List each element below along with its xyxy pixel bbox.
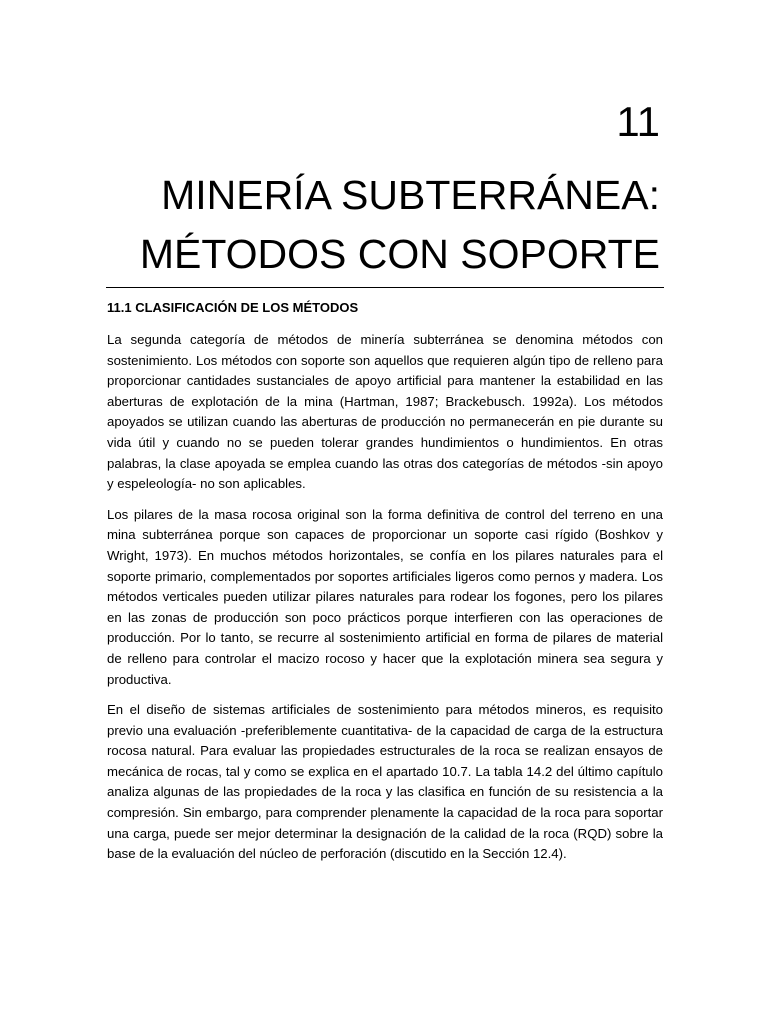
chapter-title-line-1: MINERÍA SUBTERRÁNEA: bbox=[161, 172, 660, 218]
chapter-title bbox=[60, 166, 660, 284]
chapter-title-line-2: MÉTODOS CON SOPORTE bbox=[139, 231, 660, 277]
paragraph: La segunda categoría de métodos de minería subterránea se denomina métodos con sostenimiento. Los métodos con soporte son aquellos que requieren algún tipo de relleno para proporcionar cantidades sustanciales de apoyo artificial para mantener la estabilidad en las aberturas de explotación de la mina (Hartman, 1987; Brackebusch. 1992a). Los métodos apoyados se utilizan cuando las aberturas de producción no permanecerán en pie durante su vida útil y cuando no se pueden tolerar grandes hundimientos o hundimientos. En otras palabras, la clase apoyada se emplea cuando las otras dos categorías de métodos -sin apoyo y espeleología- no son aplicables. bbox=[107, 332, 663, 492]
chapter-number: 11 bbox=[616, 98, 660, 145]
body-text bbox=[107, 330, 663, 875]
section-heading: 11.1 CLASIFICACIÓN DE LOS MÉTODOS bbox=[107, 300, 359, 315]
paragraph: Los pilares de la masa rocosa original son la forma definitiva de control del terreno en una mina subterránea porque son capaces de proporcionar un soporte casi rígido (Boshkov y Wright, 1973). En muchos métodos horizontales, se confía en los pilares naturales para el soporte primario, complementados por soportes artificiales ligeros como pernos y madera. Los métodos verticales pueden utilizar pilares naturales para rodear los fogones, pero los pilares en las zonas de producción son poco prácticos porque interfieren con las operaciones de producción. Por lo tanto, se recurre al sostenimiento artificial en forma de pilares de material de relleno para controlar el macizo rocoso y hacer que la explotación minera sea segura y productiva. bbox=[107, 506, 663, 687]
title-divider bbox=[106, 287, 664, 288]
paragraph: En el diseño de sistemas artificiales de sostenimiento para métodos mineros, es requisito previo una evaluación -preferiblemente cuantitativa- de la capacidad de carga de la estructura rocosa natural. Para evaluar las propiedades estructurales de la roca se realizan ensayos de mecánica de rocas, tal y como se explica en el apartado 10.7. La tabla 14.2 del último capítulo analiza algunas de las propiedades de la roca y las clasifica en función de su resistencia a la compresión. Sin embargo, para comprender plenamente la capacidad de la roca para soportar una carga, puede ser mejor determinar la designación de la calidad de la roca (RQD) sobre la base de la evaluación del núcleo de perforación (discutido en la Sección 12.4). bbox=[107, 702, 663, 862]
